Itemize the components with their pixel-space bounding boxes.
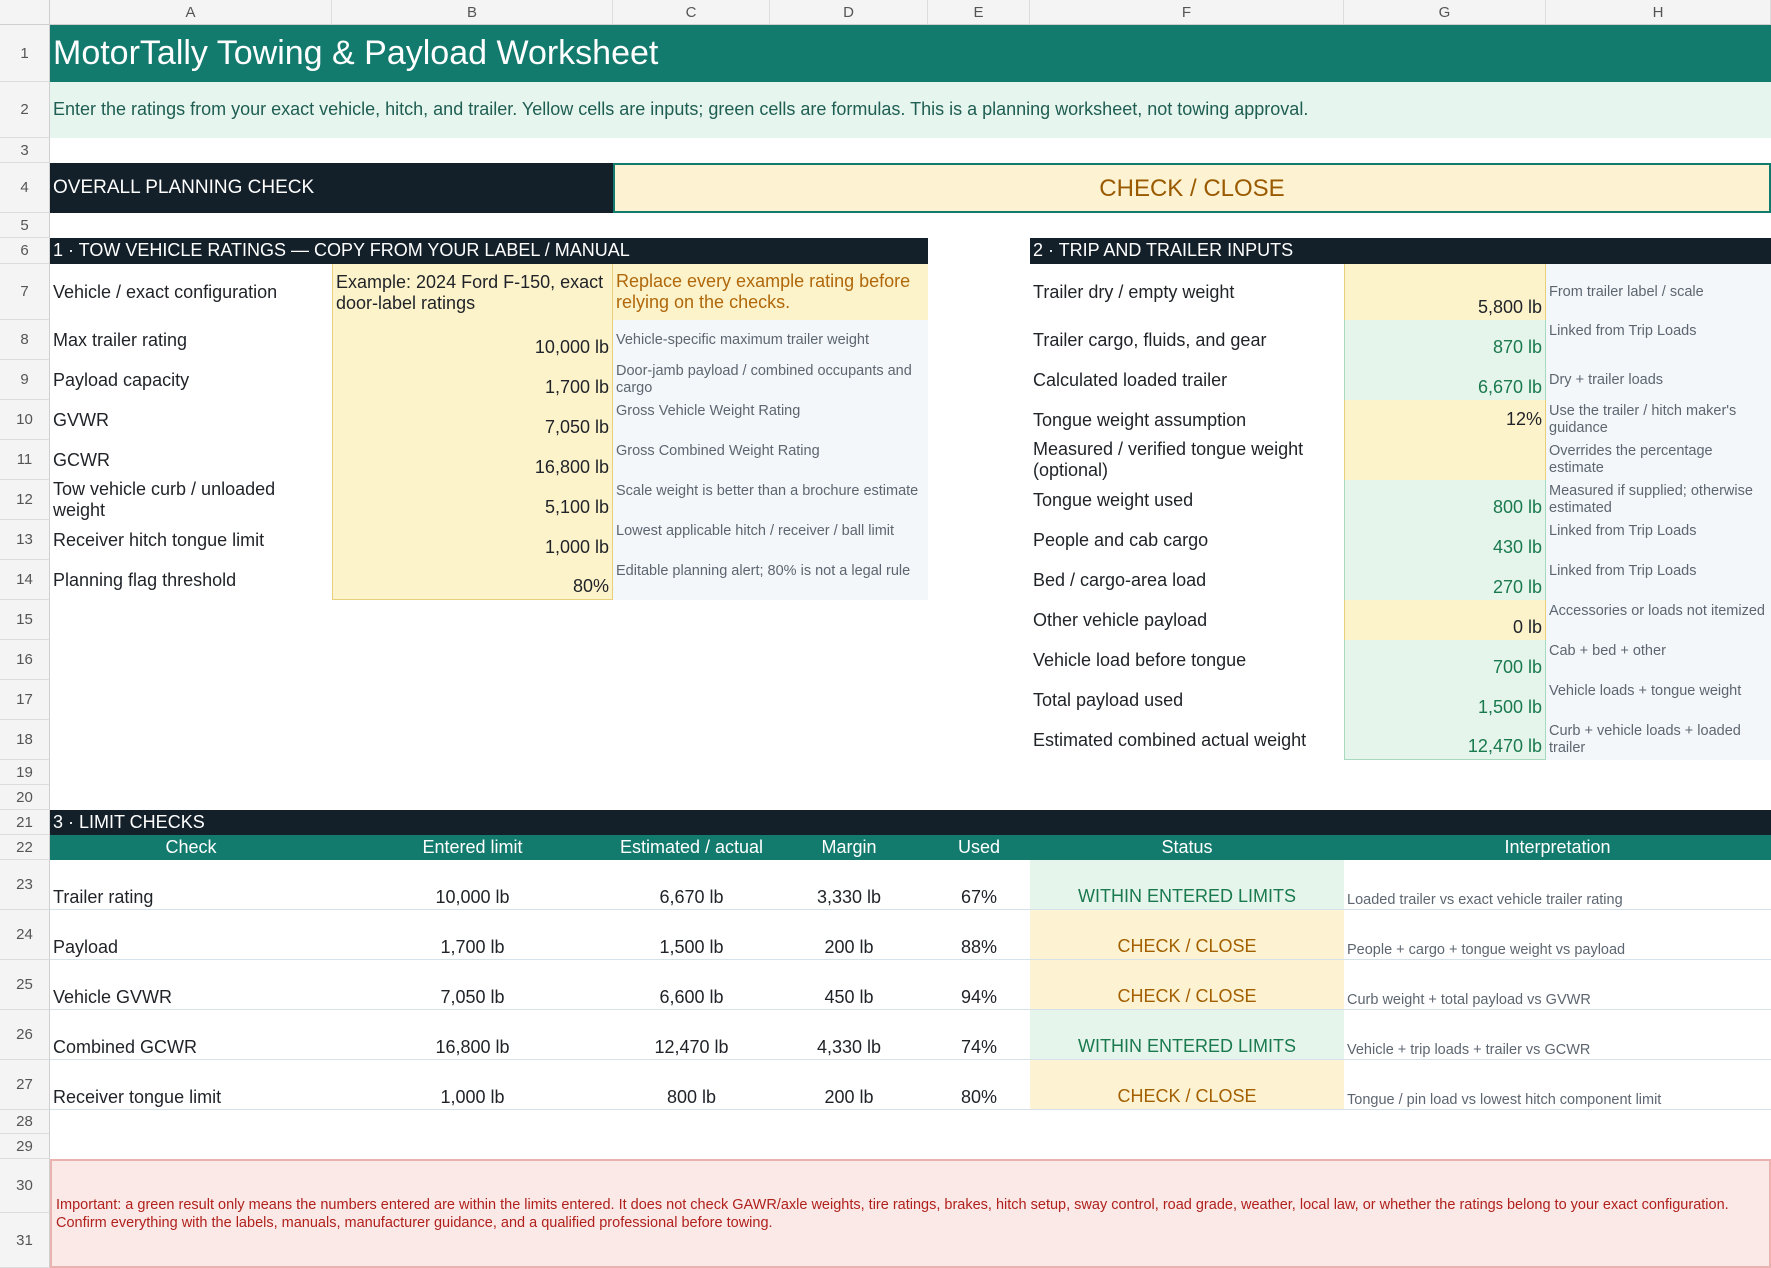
section2-header: 2 · TRIP AND TRAILER INPUTS bbox=[1030, 238, 1771, 264]
s2-note-trailer-cargo: Linked from Trip Loads bbox=[1546, 320, 1771, 360]
check-limit: 1,700 lb bbox=[440, 937, 505, 957]
check-name: Payload bbox=[53, 937, 119, 957]
check-used: 94% bbox=[960, 987, 998, 1007]
column-header-g[interactable]: G bbox=[1344, 0, 1546, 25]
row-header[interactable]: 7 bbox=[0, 264, 50, 320]
table-header-actual: Estimated / actual bbox=[613, 835, 770, 860]
row-header[interactable]: 15 bbox=[0, 600, 50, 640]
s2-note-bed-load: Linked from Trip Loads bbox=[1546, 560, 1771, 600]
row-header[interactable]: 30 bbox=[0, 1159, 50, 1213]
s2-value-loaded-trailer[interactable]: 6,670 lb bbox=[1344, 360, 1546, 400]
row-header[interactable]: 21 bbox=[0, 810, 50, 835]
check-interpretation: Vehicle + trip loads + trailer vs GCWR bbox=[1347, 1042, 1591, 1058]
check-margin: 3,330 lb bbox=[816, 887, 882, 907]
column-header-b[interactable]: B bbox=[332, 0, 613, 25]
table-header-margin: Margin bbox=[770, 835, 928, 860]
s2-note-combined-weight: Curb + vehicle loads + loaded trailer bbox=[1546, 720, 1771, 760]
column-header-f[interactable]: F bbox=[1030, 0, 1344, 25]
row-header[interactable]: 23 bbox=[0, 860, 50, 910]
s2-label-bed-load: Bed / cargo-area load bbox=[1033, 569, 1207, 590]
s1-label-max-trailer: Max trailer rating bbox=[53, 329, 188, 350]
column-header-a[interactable]: A bbox=[50, 0, 332, 25]
s2-value-tongue-used[interactable]: 800 lb bbox=[1344, 480, 1546, 520]
column-header-e[interactable]: E bbox=[928, 0, 1030, 25]
check-actual: 12,470 lb bbox=[654, 1037, 729, 1057]
s1-note-gvwr: Gross Vehicle Weight Rating bbox=[613, 400, 928, 440]
s1-note-curb-weight: Scale weight is better than a brochure estimate bbox=[613, 480, 928, 520]
check-margin: 200 lb bbox=[824, 1087, 874, 1107]
s2-label-trailer-cargo: Trailer cargo, fluids, and gear bbox=[1033, 329, 1267, 350]
s1-label-curb-weight: Tow vehicle curb / unloaded weight bbox=[53, 480, 276, 520]
overall-status-badge[interactable]: CHECK / CLOSE bbox=[613, 163, 1771, 213]
s1-input-gcwr[interactable]: 16,800 lb bbox=[332, 440, 613, 480]
s2-value-combined-weight[interactable]: 12,470 lb bbox=[1344, 720, 1546, 760]
s2-value-bed-load[interactable]: 270 lb bbox=[1344, 560, 1546, 600]
row-header[interactable]: 26 bbox=[0, 1010, 50, 1060]
s1-label-hitch-tongue: Receiver hitch tongue limit bbox=[53, 529, 265, 550]
row-header[interactable]: 8 bbox=[0, 320, 50, 360]
s1-label-flag-threshold: Planning flag threshold bbox=[53, 569, 237, 590]
s2-note-cab-cargo: Linked from Trip Loads bbox=[1546, 520, 1771, 560]
s2-label-loaded-trailer: Calculated loaded trailer bbox=[1033, 369, 1228, 390]
s2-label-vehicle-load: Vehicle load before tongue bbox=[1033, 649, 1247, 670]
row-header[interactable]: 13 bbox=[0, 520, 50, 560]
row-header[interactable]: 11 bbox=[0, 440, 50, 480]
s2-value-trailer-cargo[interactable]: 870 lb bbox=[1344, 320, 1546, 360]
table-header-limit: Entered limit bbox=[332, 835, 613, 860]
s1-note-hitch-tongue: Lowest applicable hitch / receiver / ball limit bbox=[613, 520, 928, 560]
s2-input-other-payload[interactable]: 0 lb bbox=[1344, 600, 1546, 640]
section1-header: 1 · TOW VEHICLE RATINGS — COPY FROM YOUR LABEL / MANUAL bbox=[50, 238, 928, 264]
check-margin: 4,330 lb bbox=[816, 1037, 882, 1057]
table-header-interpretation: Interpretation bbox=[1344, 835, 1771, 860]
s2-input-trailer-dry[interactable]: 5,800 lb bbox=[1344, 264, 1546, 320]
s2-note-measured-tongue: Overrides the percentage estimate bbox=[1546, 440, 1771, 480]
check-actual: 800 lb bbox=[666, 1087, 717, 1107]
check-name: Vehicle GVWR bbox=[53, 987, 173, 1007]
row-header[interactable]: 9 bbox=[0, 360, 50, 400]
s2-note-total-payload: Vehicle loads + tongue weight bbox=[1546, 680, 1771, 720]
row-header[interactable]: 3 bbox=[0, 138, 50, 163]
s2-note-trailer-dry: From trailer label / scale bbox=[1546, 264, 1771, 320]
s2-value-cab-cargo[interactable]: 430 lb bbox=[1344, 520, 1546, 560]
row-header[interactable]: 16 bbox=[0, 640, 50, 680]
s2-value-total-payload[interactable]: 1,500 lb bbox=[1344, 680, 1546, 720]
s1-label-payload: Payload capacity bbox=[53, 369, 190, 390]
row-header[interactable]: 27 bbox=[0, 1060, 50, 1110]
s1-input-curb-weight[interactable]: 5,100 lb bbox=[332, 480, 613, 520]
check-status-badge: CHECK / CLOSE bbox=[1030, 910, 1344, 959]
table-header-status: Status bbox=[1030, 835, 1344, 860]
s2-label-total-payload: Total payload used bbox=[1033, 689, 1184, 710]
row-header[interactable]: 31 bbox=[0, 1213, 50, 1268]
s1-note-max-trailer: Vehicle-specific maximum trailer weight bbox=[613, 320, 928, 360]
row-header[interactable]: 29 bbox=[0, 1134, 50, 1159]
column-header-h[interactable]: H bbox=[1546, 0, 1771, 25]
check-margin: 450 lb bbox=[824, 987, 874, 1007]
disclaimer-box: Important: a green result only means the numbers entered are within the limits entered. It does not check GAWR/axle weights, tire ratings, brakes, hitch setup, sway control, road grade, weather, local law, or whether the ratings belong to your exact configuration. Confirm everything with the labels, manuals, manufacturer guidance, and a qualified professional before towing. bbox=[50, 1159, 1771, 1268]
row-header[interactable]: 14 bbox=[0, 560, 50, 600]
s2-note-tongue-assumption: Use the trailer / hitch maker's guidance bbox=[1546, 400, 1771, 440]
row-header[interactable]: 10 bbox=[0, 400, 50, 440]
row-header[interactable]: 18 bbox=[0, 720, 50, 760]
s2-label-tongue-used: Tongue weight used bbox=[1033, 489, 1194, 510]
s2-note-tongue-used: Measured if supplied; otherwise estimated bbox=[1546, 480, 1771, 520]
s2-note-loaded-trailer: Dry + trailer loads bbox=[1546, 360, 1771, 400]
check-actual: 6,670 lb bbox=[659, 887, 724, 907]
row-header[interactable]: 25 bbox=[0, 960, 50, 1010]
vehicle-config-label: Vehicle / exact configuration bbox=[53, 281, 278, 302]
s2-label-combined-weight: Estimated combined actual weight bbox=[1033, 729, 1307, 750]
row-header[interactable]: 17 bbox=[0, 680, 50, 720]
check-name: Trailer rating bbox=[53, 887, 154, 907]
column-header-d[interactable]: D bbox=[770, 0, 928, 25]
s1-note-payload: Door-jamb payload / combined occupants and cargo bbox=[613, 360, 928, 400]
s2-label-trailer-dry: Trailer dry / empty weight bbox=[1033, 281, 1235, 302]
s2-value-vehicle-load[interactable]: 700 lb bbox=[1344, 640, 1546, 680]
check-interpretation: Curb weight + total payload vs GVWR bbox=[1347, 992, 1591, 1008]
row-header[interactable]: 1 bbox=[0, 25, 50, 82]
s1-note-flag-threshold: Editable planning alert; 80% is not a legal rule bbox=[613, 560, 928, 600]
check-actual: 6,600 lb bbox=[659, 987, 724, 1007]
check-name: Receiver tongue limit bbox=[53, 1087, 222, 1107]
row-header[interactable]: 4 bbox=[0, 163, 50, 213]
row-header[interactable]: 2 bbox=[0, 82, 50, 138]
check-interpretation: Tongue / pin load vs lowest hitch component limit bbox=[1347, 1092, 1662, 1108]
row-header[interactable]: 22 bbox=[0, 835, 50, 860]
check-status-badge: CHECK / CLOSE bbox=[1030, 960, 1344, 1009]
s1-label-gcwr: GCWR bbox=[53, 449, 110, 470]
s1-input-payload[interactable]: 1,700 lb bbox=[332, 360, 613, 400]
check-margin: 200 lb bbox=[824, 937, 874, 957]
table-header-check: Check bbox=[50, 835, 332, 860]
table-header-used: Used bbox=[928, 835, 1030, 860]
row-header[interactable]: 5 bbox=[0, 213, 50, 238]
s1-note-gcwr: Gross Combined Weight Rating bbox=[613, 440, 928, 480]
s1-input-hitch-tongue[interactable]: 1,000 lb bbox=[332, 520, 613, 560]
check-limit: 10,000 lb bbox=[435, 887, 510, 907]
check-status-badge: CHECK / CLOSE bbox=[1030, 1060, 1344, 1109]
overall-check-label: OVERALL PLANNING CHECK bbox=[50, 163, 613, 213]
page-title: MotorTally Towing & Payload Worksheet bbox=[50, 25, 1771, 82]
check-used: 88% bbox=[960, 937, 998, 957]
select-all-corner[interactable] bbox=[0, 0, 50, 25]
column-header-c[interactable]: C bbox=[613, 0, 770, 25]
s2-note-vehicle-load: Cab + bed + other bbox=[1546, 640, 1771, 680]
check-name: Combined GCWR bbox=[53, 1037, 198, 1057]
check-status-badge: WITHIN ENTERED LIMITS bbox=[1030, 1010, 1344, 1059]
vehicle-config-input[interactable]: Example: 2024 Ford F-150, exact door-label ratings bbox=[332, 264, 613, 320]
s2-input-measured-tongue[interactable] bbox=[1344, 440, 1546, 480]
check-used: 80% bbox=[960, 1087, 998, 1107]
page-subtitle: Enter the ratings from your exact vehicle, hitch, and trailer. Yellow cells are inputs; green cells are formulas. This is a planning worksheet, not towing approval. bbox=[50, 82, 1771, 138]
s1-input-max-trailer[interactable]: 10,000 lb bbox=[332, 320, 613, 360]
s2-label-measured-tongue: Measured / verified tongue weight (optional) bbox=[1033, 440, 1304, 480]
s2-note-other-payload: Accessories or loads not itemized bbox=[1546, 600, 1771, 640]
row-header[interactable]: 20 bbox=[0, 785, 50, 810]
check-interpretation: Loaded trailer vs exact vehicle trailer rating bbox=[1347, 892, 1623, 908]
check-interpretation: People + cargo + tongue weight vs payload bbox=[1347, 942, 1626, 958]
row-header[interactable]: 12 bbox=[0, 480, 50, 520]
check-limit: 1,000 lb bbox=[440, 1087, 505, 1107]
row-header[interactable]: 24 bbox=[0, 910, 50, 960]
s1-input-flag-threshold[interactable]: 80% bbox=[332, 560, 613, 600]
check-used: 74% bbox=[960, 1037, 998, 1057]
s2-label-tongue-assumption: Tongue weight assumption bbox=[1033, 409, 1247, 430]
check-actual: 1,500 lb bbox=[659, 937, 724, 957]
vehicle-config-note: Replace every example rating before relying on the checks. bbox=[613, 264, 928, 320]
s1-input-gvwr[interactable]: 7,050 lb bbox=[332, 400, 613, 440]
row-header[interactable]: 6 bbox=[0, 238, 50, 264]
row-header[interactable]: 19 bbox=[0, 760, 50, 785]
s1-label-gvwr: GVWR bbox=[53, 409, 109, 430]
check-status-badge: WITHIN ENTERED LIMITS bbox=[1030, 860, 1344, 909]
s2-label-other-payload: Other vehicle payload bbox=[1033, 609, 1208, 630]
section3-header: 3 · LIMIT CHECKS bbox=[50, 810, 1771, 835]
s2-input-tongue-assumption[interactable]: 12% bbox=[1344, 400, 1546, 440]
check-limit: 7,050 lb bbox=[440, 987, 505, 1007]
s2-label-cab-cargo: People and cab cargo bbox=[1033, 529, 1209, 550]
row-header[interactable]: 28 bbox=[0, 1110, 50, 1134]
check-limit: 16,800 lb bbox=[435, 1037, 510, 1057]
check-used: 67% bbox=[960, 887, 998, 907]
